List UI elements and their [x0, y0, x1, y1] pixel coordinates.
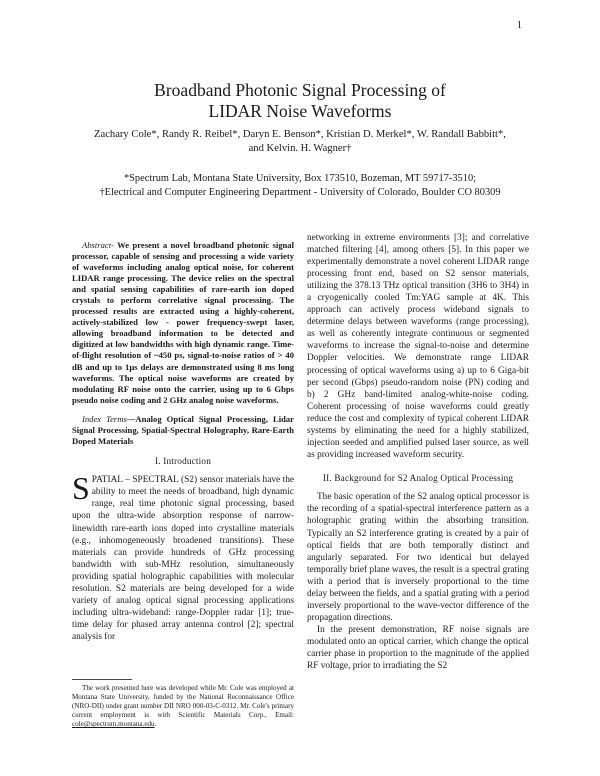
paragraph-continued: networking in extreme environments [3]; and correlative matched filtering [4], among others [5]. In this paper we experimentally demonstrate a novel coherent LIDAR range processing front end, based on S2 sensor materials, utilizing the 378.13 THz optical transition (3H6 to 3H4) in a cryogenically cooled Tm:YAG sample at 4K. This approach can actively process wideband signals to determine delays between waveforms (range processing), as well as coherently integrate continuous or segmented waveforms to increase the signal-to-noise and determine Doppler velocities. We demonstrate range LIDAR processing of optical waveforms using a) up to 6 Giga-bit per second (Gbps) pseudo-random noise (PN) coding and b) 2 GHz band-limited analog-white-noise coding. Coherent processing of noise waveforms could greatly reduce the cost and complexity of typical coherent LIDAR systems by eliminating the need for a highly stabilized, injection seeded and amplified pulsed laser source, as well as providing increased waveform security.: [307, 233, 529, 460]
author-list: Zachary Cole*, Randy R. Reibel*, Daryn E. Benson*, Kristian D. Merkel*, W. Randall Babbitt*, and Kelvin. H. Wagner†: [94, 129, 506, 154]
background-paragraph-2: In the present demonstration, RF noise signals are modulated onto an optical carrier, which change the optical carrier phase in proportion to the magnitude of the applied RF voltage, prior to irradiating the S2: [307, 624, 529, 672]
index-terms: [72, 414, 294, 447]
page-number: 1: [516, 20, 522, 31]
abstract-lead: Abstract-: [82, 240, 114, 250]
section-1-heading: I. Introduction: [154, 455, 212, 466]
title-line-1: Broadband Photonic Signal Processing of: [154, 80, 446, 100]
abstract-text: We present a novel broadband photonic signal processor, capable of sensing and processing a wide variety of waveforms including analog optical noise, for coherent LIDAR range processing. The device relies on the spectral and spatial sensing capabilities of rare-earth ion doped crystals to perform correlative signal processing. The processed results are extracted using a highly-coherent, actively-stabilized low - power frequency-swept laser, allowing broadband information to be detected and digitized at low bandwidths with high dynamic range. Time-of-flight resolution of ~450 ps, signal-to-noise ratios of > 40 dB and up to 1µs delays are demonstrated using 8 ms long waveforms. The optical noise waveforms are created by modulating RF noise onto the carrier, using up to 6 Gbps pseudo noise coding and 2 GHz analog noise waveforms.: [72, 240, 294, 405]
paper-title: [0, 80, 600, 122]
title-line-2: LIDAR Noise Waveforms: [208, 101, 392, 121]
footnote-text: The work presented here was developed while Mr. Cole was employed at Montana State University, funded by the National Reconnaissance Office (NRO-DII) under grant number DII NRO 000-03-C-0312. Mr. Cole's primary current employment is with Scientific Materials Corp., Email:: [72, 684, 294, 720]
intro-text: PATIAL – SPECTRAL (S2) sensor materials have the ability to meet the needs of broadband, high dynamic range, real time photonic signal processing, based upon the ultra-wide absorption response of narrow-linewidth rare-earth ions doped into crystalline materials (e.g., inhomogeneously broadened transitions). These materials can provide hundreds of GHz processing bandwidth with sub-MHz resolution, simultaneously providing spatial holographic capabilities with molecular resolution. S2 materials are being developed for a wide variety of analog optical signal processing applications including ultra-wideband: range-Doppler radar [1]; true-time delay for phased array antenna control [2]; spectral analysis for: [72, 475, 294, 642]
footnote-end: .: [154, 720, 157, 729]
footnote: [72, 684, 294, 729]
right-column: [307, 232, 529, 672]
affiliations: [60, 172, 540, 199]
email-link[interactable]: cole@spectrum.montana.edu: [72, 720, 155, 729]
affiliation-1: *Spectrum Lab, Montana State University, Box 173510, Bozeman, MT 59717-3510;: [123, 173, 477, 184]
index-terms-lead: Index Terms: [82, 413, 127, 424]
footnote-divider: [72, 679, 132, 680]
left-column: [72, 240, 294, 643]
section-2-heading: II. Background for S2 Analog Optical Processing: [322, 472, 514, 483]
abstract: [72, 240, 294, 406]
index-terms-text: —Analog Optical Signal Processing, Lidar Signal Processing, Spatial-Spectral Holography, Rare-Earth Doped Materials: [72, 413, 294, 446]
background-paragraph-1: The basic operation of the S2 analog optical processor is the recording of a spatial-spectral interference pattern as a holographic grating within the absorbing transition. Typically an S2 interference grating is created by a pair of optical fields that are both temporally distinct and angularly separated. For two identical but delayed temporally brief plane waves, the result is a spectral grating with a period that is inversely proportional to the time delay between the fields, and a spatial grating with a period inversely proportional to the wave-vector difference of the propagation directions.: [307, 492, 530, 623]
intro-paragraph: [72, 470, 294, 643]
affiliation-2: †Electrical and Computer Engineering Department - University of Colorado, Boulder CO 80309: [99, 186, 501, 198]
drop-cap: S: [72, 470, 90, 507]
